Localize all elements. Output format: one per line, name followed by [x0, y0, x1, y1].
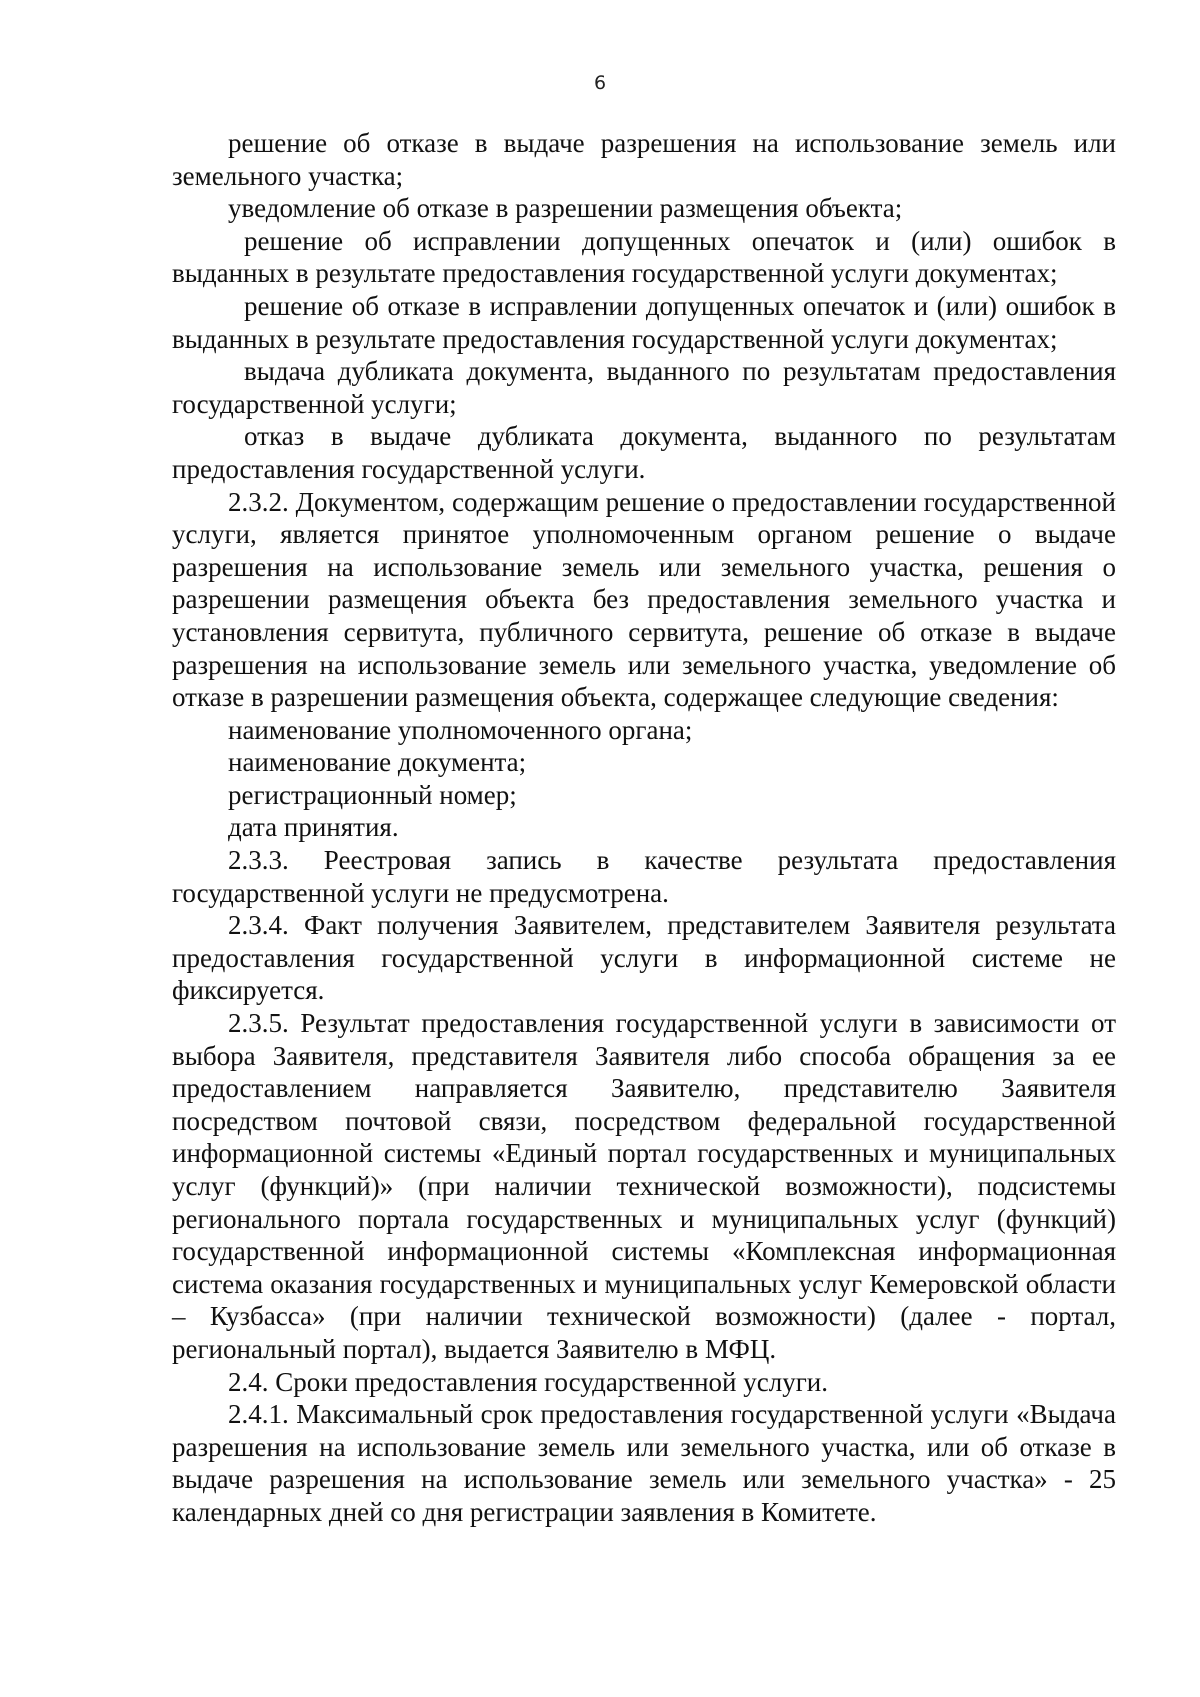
list-item-document-name: наименование документа; — [228, 747, 527, 778]
list-item-adoption-date: дата принятия. — [228, 812, 399, 843]
paragraph-duplicate-refusal: отказ в выдаче дубликата документа, выданного по результатам предоставления государственной услуги. — [172, 421, 1116, 484]
paragraph-duplicate-issue: выдача дубликата документа, выданного по результатам предоставления государственной услуги; — [172, 356, 1116, 419]
list-item-registration-number: регистрационный номер; — [228, 779, 517, 810]
list-item-authority-name: наименование уполномоченного органа; — [228, 714, 693, 745]
paragraph-correction-decision: решение об исправлении допущенных опечаток и (или) ошибок в выданных в результате предоставления государственной услуги документах; — [172, 225, 1116, 289]
paragraph-2-3-5: 2.3.5. Результат предоставления государственной услуги в зависимости от выбора Заявителя, представителя Заявителя либо способа обращения за ее предоставлением направляется Заявителю, представителю Заявителя посредством почтовой связи, посредством федеральной государственной информационной системы «Единый портал государственных и муниципальных услуг (функций)» (при наличии технической возможности), подсистемы регионального портала государственных и муниципальных услуг (функций) государственной информационной системы «Комплексная информационная система оказания государственных и муниципальных услуг Кемеровской области – Кузбасса» (при наличии технической возможности) (далее - портал, региональный портал), выдается Заявителю в МФЦ. — [172, 1008, 1116, 1364]
paragraph-2-3-4: 2.3.4. Факт получения Заявителем, представителем Заявителя результата предоставления государственной услуги в информационной системе не фиксируется. — [172, 910, 1116, 1006]
paragraph-placement-refusal-notice: уведомление об отказе в разрешении размещения объекта; — [228, 193, 903, 224]
document-body — [172, 127, 1116, 1529]
page-number: 6 — [593, 72, 607, 94]
paragraph-2-3-3: 2.3.3. Реестровая запись в качестве результата предоставления государственной услуги не предусмотрена. — [172, 845, 1116, 908]
paragraph-refusal-decision: решение об отказе в выдаче разрешения на использование земель или земельного участка; — [172, 128, 1116, 191]
paragraph-2-4-1: 2.4.1. Максимальный срок предоставления государственной услуги «Выдача разрешения на использование земель или земельного участка, или об отказе в выдаче разрешения на использование земель или земельного участка» - 25 календарных дней со дня регистрации заявления в Комитете. — [172, 1399, 1116, 1527]
section-heading-2-4: 2.4. Сроки предоставления государственной услуги. — [228, 1366, 828, 1397]
paragraph-correction-refusal: решение об отказе в исправлении допущенных опечаток и (или) ошибок в выданных в результате предоставления государственной услуги документах; — [172, 290, 1116, 354]
paragraph-2-3-2: 2.3.2. Документом, содержащим решение о предоставлении государственной услуги, является принятое уполномоченным органом решение о выдаче разрешения на использование земель или земельного участка, решения о разрешении размещения объекта без предоставления земельного участка и установления сервитута, публичного сервитута, решение об отказе в выдаче разрешения на использование земель или земельного участка, уведомление об отказе в разрешении размещения объекта, содержащее следующие сведения: — [172, 486, 1116, 713]
